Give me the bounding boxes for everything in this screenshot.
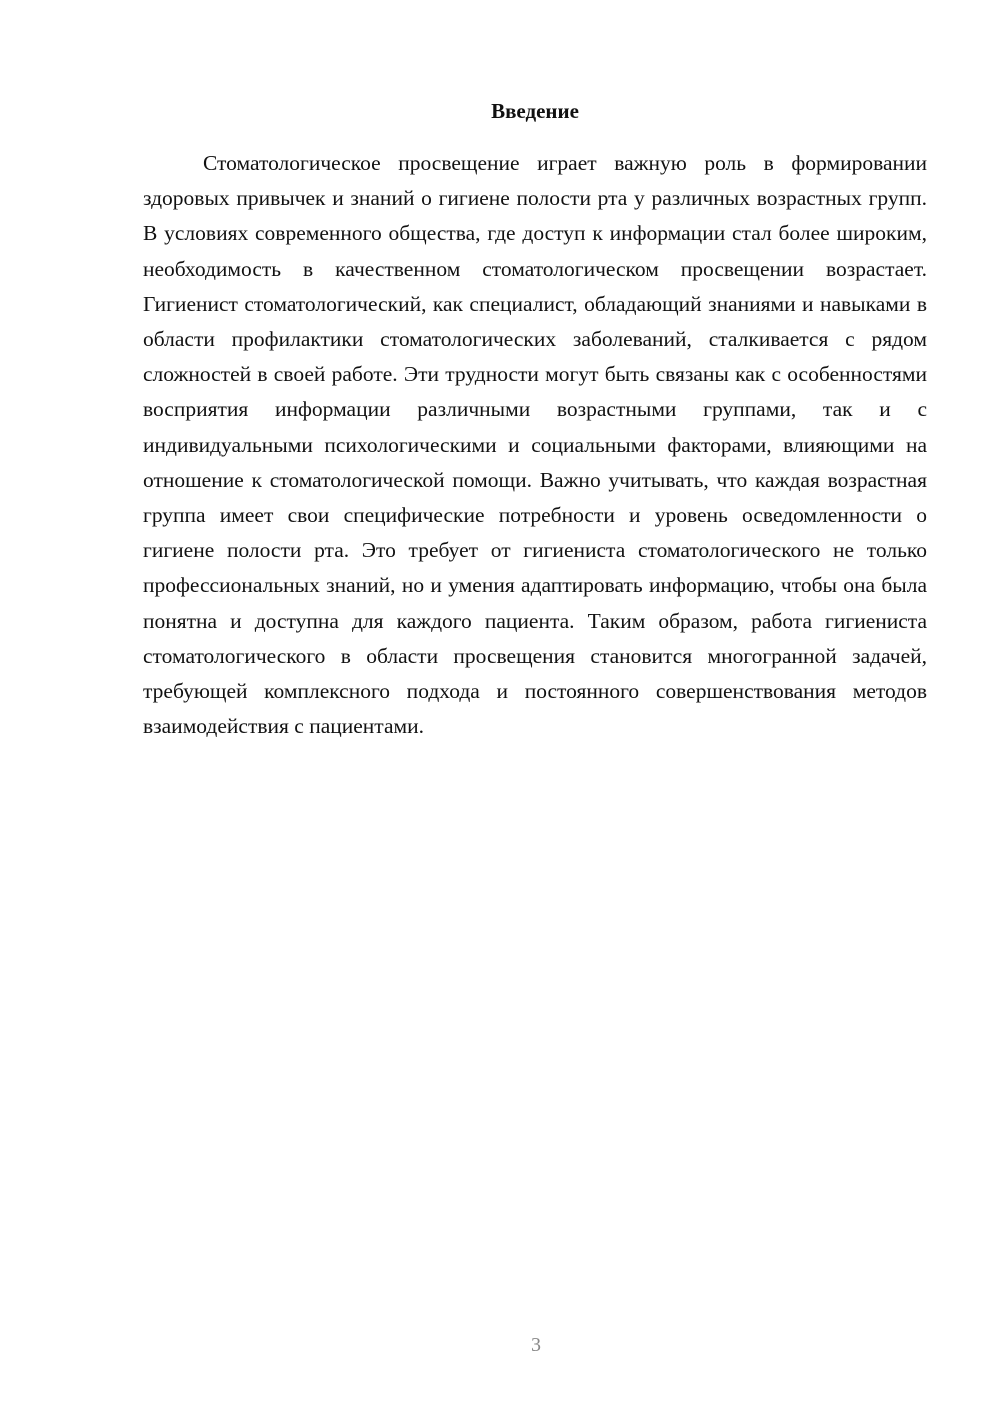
- body-paragraph: Стоматологическое просвещение играет важную роль в формировании здоровых привычек и знаний о гигиене полости рта у различных возрастных групп. В условиях современного общества, где доступ к информации стал более широким, необходимость в качественном стоматологическом просвещении возрастает. Гигиенист стоматологический, как специалист, обладающий знаниями и навыками в области профилактики стоматологических заболеваний, сталкивается с рядом сложностей в своей работе. Эти трудности могут быть связаны как с особенностями восприятия информации различными возрастными группами, так и с индивидуальными психологическими и социальными факторами, влияющими на отношение к стоматологической помощи. Важно учитывать, что каждая возрастная группа имеет свои специфические потребности и уровень осведомленности о гигиене полости рта. Это требует от гигиениста стоматологического не только профессиональных знаний, но и умения адаптировать информацию, чтобы она была понятна и доступна для каждого пациента. Таким образом, работа гигиениста стоматологического в области просвещения становится многогранной задачей, требующей комплексного подхода и постоянного совершенствования методов взаимодействия с пациентами.: [143, 151, 927, 739]
- page-number: 3: [531, 1334, 541, 1356]
- section-heading: Введение: [491, 99, 579, 123]
